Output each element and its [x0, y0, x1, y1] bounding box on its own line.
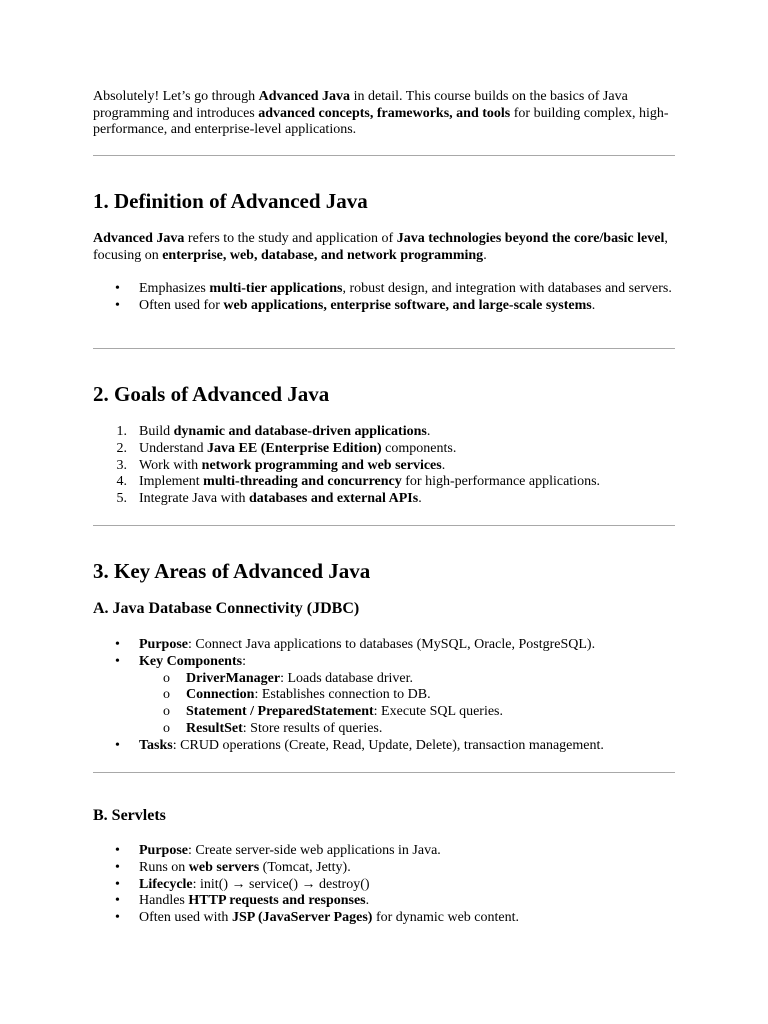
bullet-marker: • [115, 281, 120, 296]
intro-paragraph: Absolutely! Let’s go through Advanced Java in detail. This course builds on the basics of Java programming and introduces advanced concepts, frameworks, and tools for building complex, high-performance, and enterprise-level applications. [93, 89, 669, 137]
definition-bullet-list [93, 281, 675, 315]
bullet-marker: • [115, 876, 120, 892]
sub-list-item: o Statement / PreparedStatement: Execute SQL queries. [163, 704, 504, 720]
number-marker: 5. [116, 491, 127, 507]
number-marker: 3. [116, 457, 127, 473]
list-item: • Purpose: Create server-side web applications in Java. [115, 843, 441, 858]
sub-list-item: o ResultSet: Store results of queries. [163, 720, 383, 736]
bullet-marker: • [115, 859, 120, 875]
bullet-marker: • [115, 653, 120, 669]
number-marker: 4. [116, 474, 127, 490]
jdbc-bullet-list [93, 637, 675, 755]
section-heading-goals: 2. Goals of Advanced Java [93, 382, 330, 406]
bullet-marker: • [115, 637, 120, 652]
bullet-marker: • [115, 843, 120, 858]
list-item: • Key Components: [115, 653, 246, 669]
list-item: 3. Work with network programming and web services. [93, 458, 675, 475]
list-item: • Purpose: Connect Java applications to databases (MySQL, Oracle, PostgreSQL). [115, 637, 596, 652]
list-item: • Often used with JSP (JavaServer Pages) for dynamic web content. [115, 910, 519, 926]
list-item: 1. Build dynamic and database-driven applications. [93, 424, 675, 441]
sub-list-item: o Connection: Establishes connection to DB. [163, 687, 431, 703]
bullet-marker: • [115, 737, 120, 753]
divider [93, 772, 675, 773]
goals-numbered-list [93, 424, 675, 508]
definition-paragraph: Advanced Java refers to the study and application of Java technologies beyond the core/basic level, focusing on enterprise, web, database, and network programming. [93, 231, 668, 263]
list-item: • Emphasizes multi-tier applications, robust design, and integration with databases and servers. [115, 281, 672, 296]
divider [93, 348, 675, 349]
bullet-marker: • [115, 893, 120, 909]
list-item: • Lifecycle: init() → service() → destroy() [115, 876, 370, 892]
subsection-heading-servlets: B. Servlets [93, 807, 166, 824]
sub-bullet-marker: o [163, 720, 170, 736]
subsection-heading-jdbc: A. Java Database Connectivity (JDBC) [93, 600, 360, 617]
sub-list-item: o DriverManager: Loads database driver. [163, 670, 414, 686]
list-item: • Runs on web servers (Tomcat, Jetty). [115, 859, 351, 875]
list-item: 2. Understand Java EE (Enterprise Edition) components. [93, 441, 675, 458]
divider [93, 155, 675, 156]
servlets-bullet-list [93, 843, 675, 927]
bullet-marker: • [115, 910, 120, 926]
list-item: 4. Implement multi-threading and concurrency for high-performance applications. [93, 474, 675, 491]
number-marker: 2. [116, 440, 127, 456]
list-item: • Tasks: CRUD operations (Create, Read, Update, Delete), transaction management. [115, 737, 604, 753]
list-item: 5. Integrate Java with databases and external APIs. [93, 491, 675, 508]
section-heading-key-areas: 3. Key Areas of Advanced Java [93, 559, 371, 583]
list-item: • Often used for web applications, enterprise software, and large-scale systems. [115, 297, 596, 313]
number-marker: 1. [116, 424, 127, 439]
bullet-marker: • [115, 297, 120, 313]
sub-bullet-marker: o [163, 687, 170, 703]
list-item: • Handles HTTP requests and responses. [115, 893, 370, 909]
section-heading-definition: 1. Definition of Advanced Java [93, 189, 368, 213]
divider [93, 525, 675, 526]
sub-bullet-marker: o [163, 704, 170, 720]
sub-bullet-marker: o [163, 670, 170, 686]
